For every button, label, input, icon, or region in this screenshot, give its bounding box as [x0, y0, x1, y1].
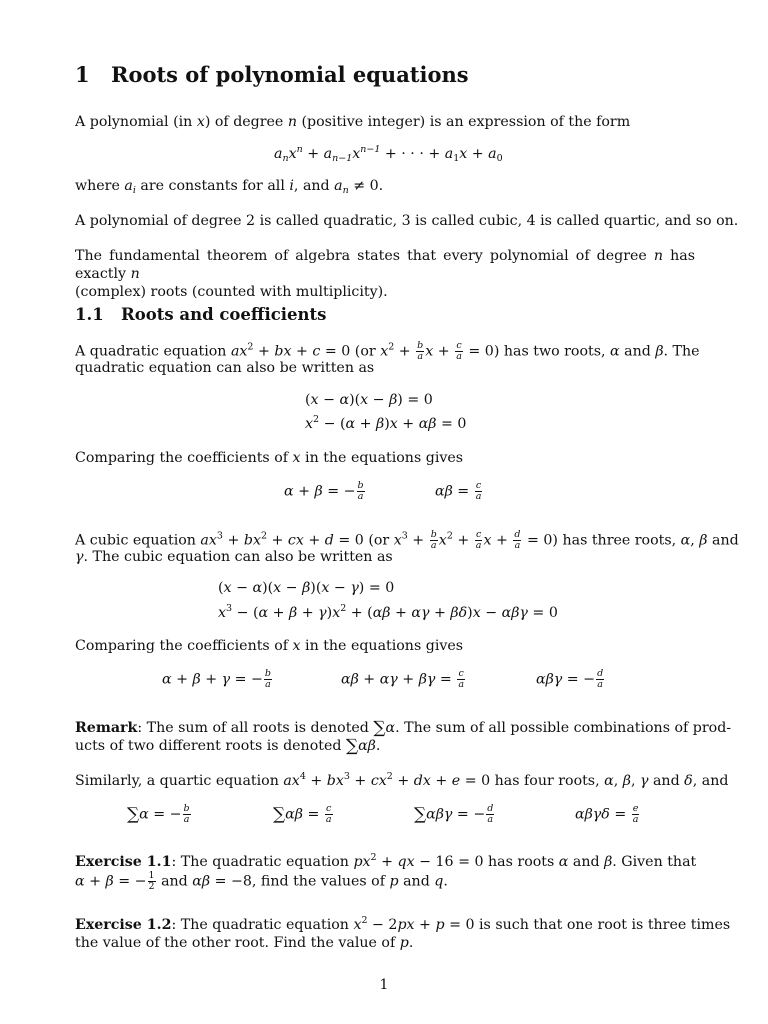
quartic-product: αβγδ = $\frac{e}{a}$ — [575, 803, 639, 825]
quartic-sum-pairs: ∑αβ = $\frac{c}{a}$ — [273, 803, 332, 825]
remark-line2: ucts of two different roots is denoted ∑αβ. — [75, 736, 381, 756]
exercise-1-2-line2: the value of the other root. Find the value of p. — [75, 935, 414, 951]
polynomial-general-form: $a_nx^n + a_{n-1}x^{n-1}$ + · · · + $a_1x + a_0$ — [274, 144, 503, 164]
subsection-number: 1.1 — [75, 305, 104, 324]
quadratic-intro-line2: quadratic equation can also be written as — [75, 360, 375, 376]
page-number: 1 — [379, 977, 389, 993]
section-title: Roots of polynomial equations — [111, 62, 469, 87]
fundamental-theorem-paragraph: The fundamental theorem of algebra states that every polynomial of degree n has exactly n (complex) roots (counted with multiplicity). — [75, 248, 695, 300]
quadratic-product-of-roots: αβ = $\frac{c}{a}$ — [435, 480, 482, 502]
quadratic-intro: A quadratic equation $ax^2$ + bx + c = 0 (or $x^2$ + $\frac{b}{a}$ x + $\frac{c}{a}$ = 0) has two roots, α and β. The — [75, 340, 700, 362]
exercise-label: Exercise 1.2 — [75, 917, 172, 933]
cubic-sum-of-roots: α + β + γ = − $\frac{b}{a}$ — [162, 668, 272, 690]
cubic-intro-line2: γ. The cubic equation can also be written as — [75, 549, 393, 565]
quartic-sum-triples: ∑αβγ = − $\frac{d}{a}$ — [414, 803, 494, 825]
remark-label: Remark — [75, 720, 138, 736]
quartic-paragraph: Similarly, a quartic equation $ax^4 + bx^3 + cx^2$ + dx + e = 0 has four roots, α, β, γ and δ, and — [75, 771, 729, 789]
cubic-expanded-eq: $x^3 - (\alpha + \beta + \gamma)x^2 + (\alpha\beta + \alpha\gamma + \beta\delta)x - \alpha\beta\gamma = 0$ — [218, 603, 558, 621]
exercise-1-2: Exercise 1.2: The quadratic equation $x^2 - 2px + p = 0$ is such that one root is three times — [75, 915, 731, 933]
cubic-factored-eq: (x − α)(x − β)(x − γ) = 0 — [218, 580, 395, 596]
cubic-compare: Comparing the coefficients of x in the equations gives — [75, 638, 464, 654]
cubic-intro: A cubic equation $ax^3 + bx^2$ + cx + d = 0 (or $x^3$ + $\frac{b}{a}$ $x^2$ + $\frac{c}{a}$ x + $\frac{d}{a}$ = 0) has three roots, α, β and — [75, 529, 739, 551]
section-heading — [75, 62, 469, 87]
subsection-heading — [75, 305, 326, 324]
section-number: 1 — [75, 62, 90, 87]
degree-names-paragraph: A polynomial of degree 2 is called quadratic, 3 is called cubic, 4 is called quartic, and so on. — [75, 213, 739, 229]
subsection-title: Roots and coefficients — [121, 305, 327, 324]
quadratic-compare: Comparing the coefficients of x in the equations gives — [75, 450, 464, 466]
cubic-pair-products: αβ + αγ + βγ = $\frac{c}{a}$ — [341, 668, 464, 690]
exercise-label: Exercise 1.1 — [75, 854, 172, 870]
quadratic-sum-of-roots: α + β = − $\frac{b}{a}$ — [284, 480, 364, 502]
coefficient-condition: where $a_i$ are constants for all i, and $a_n \ne 0$. — [75, 178, 384, 196]
exercise-1-1: Exercise 1.1: The quadratic equation $px^2$ + qx − 16 = 0 has roots α and β. Given that — [75, 852, 697, 870]
quartic-sum-roots: ∑α = − $\frac{b}{a}$ — [127, 803, 190, 825]
exercise-1-1-line2: α + β = − $\frac{1}{2}$ and αβ = −8, find the values of p and q. — [75, 870, 448, 892]
remark-paragraph: Remark: The sum of all roots is denoted ∑α. The sum of all possible combinations of prod- — [75, 718, 732, 738]
cubic-product-of-roots: αβγ = − $\frac{d}{a}$ — [536, 668, 604, 690]
intro-paragraph: A polynomial (in x) of degree n (positive integer) is an expression of the form — [75, 114, 631, 130]
quadratic-expanded-eq: $x^2 - (\alpha + \beta)x + \alpha\beta = 0$ — [305, 414, 467, 432]
quadratic-factored-eq: (x − α)(x − β) = 0 — [305, 392, 433, 408]
